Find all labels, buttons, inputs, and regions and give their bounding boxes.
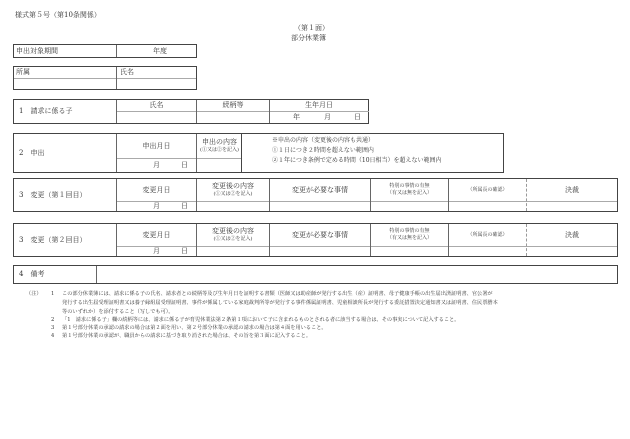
footnote-1-line-1: この部分休業簿には、請求に係る子の氏名、請求者との続柄等及び生年月日を証明する書類（医師又は助産師が発行する出生（産）証明書、母子健康手帳の出生届出済証明書、官公署が	[62, 291, 493, 297]
request-date-header: 申出月日	[142, 141, 171, 150]
footnote-1-line-2: 発行する出生届受理証明書又は養子縁組届受理証明書、事件が係属している家庭裁判所等が発行する事件係属証明書、児童相談所長が発行する委託措置決定通知書又は証明書、住民票謄本	[62, 300, 498, 306]
change2-confirm-header: （所属長の確認）	[467, 231, 508, 238]
footnote-prefix: （注）	[26, 291, 42, 297]
change2-decision-header: 決裁	[565, 230, 579, 239]
footnote-4-line-1: 第１号部分休業の承認が、職員からの請求に基づき取り消された場合は、その旨を第３面に記入すること。	[62, 333, 312, 339]
child-name-header: 氏名	[149, 101, 164, 109]
change2-special-header	[371, 224, 448, 246]
change1-label: 3 変更（第１回目）	[19, 190, 87, 199]
footnote-4-num: 4	[51, 333, 55, 339]
change2-special-sub: （有又は無を記入）	[386, 235, 432, 241]
change2-content-field[interactable]	[197, 247, 269, 256]
form-number: 様式第５号（第10条関係）	[15, 11, 101, 19]
remarks-label: 4 備考	[19, 270, 45, 278]
change2-confirm-field[interactable]	[449, 247, 526, 256]
change1-content-title: 変更後の内容	[212, 182, 254, 190]
change1-content-sub: (①又は②を記入)	[213, 191, 253, 197]
affiliation-table	[13, 66, 197, 90]
change1-date-header: 変更月日	[142, 185, 171, 194]
change1-content-field[interactable]	[197, 202, 269, 211]
change1-content-header	[197, 179, 269, 201]
affiliation-field[interactable]	[14, 79, 116, 89]
section2-request-table	[13, 133, 242, 173]
change2-label: 3 変更（第２回目）	[19, 235, 87, 244]
month-unit: 月	[153, 247, 160, 255]
change1-reason-header: 変更が必要な事情	[292, 185, 348, 194]
day-unit: 日	[181, 161, 188, 169]
affiliation-label: 所属	[16, 68, 30, 76]
footnote-3-num: 3	[51, 325, 55, 331]
footnote-1-num: 1	[51, 291, 55, 297]
note-option-2: ②１年につき条例で定める時間（10日相当）を超えない範囲内	[272, 157, 442, 164]
change1-confirm-header: （所属長の確認）	[467, 186, 508, 193]
section1-label: 1 請求に係る子	[19, 107, 73, 115]
change1-special-field[interactable]	[371, 202, 448, 211]
footnote-1-line-3: 等のいずれか）を添付すること（写しでも可）。	[62, 309, 174, 315]
footnote-2-line-1: 「1 請求に係る子」欄の続柄等には、請求に係る子が育児休業法第２条第１項において子に含まれるものとされる者に該当する場合は、その事実について記入すること。	[62, 317, 460, 323]
section3-change2-table	[13, 223, 618, 257]
page-label: （第１面）	[294, 24, 329, 32]
page-title: 部分休業簿	[291, 34, 326, 42]
period-label: 申出対象期間	[16, 46, 58, 55]
request-content-header	[197, 134, 242, 158]
change1-confirm-field[interactable]	[449, 202, 526, 211]
day-unit: 日	[181, 247, 188, 255]
birthdate-header: 生年月日	[305, 101, 333, 109]
change1-decision-header: 決裁	[565, 185, 579, 194]
change1-decision-field[interactable]	[527, 202, 617, 211]
period-table	[13, 44, 197, 58]
section2-label: 2 申出	[19, 148, 45, 157]
change2-date-header: 変更月日	[142, 230, 171, 239]
change2-date-field[interactable]	[117, 247, 196, 256]
change2-content-sub: (①又は②を記入)	[213, 236, 253, 242]
note-heading: ※申出の内容（変更後の内容も共通）	[272, 137, 375, 144]
change1-reason-field[interactable]	[270, 202, 370, 211]
section3-change1-table	[13, 178, 618, 212]
change2-special-field[interactable]	[371, 247, 448, 256]
relationship-field[interactable]	[197, 112, 269, 123]
request-date-field[interactable]	[117, 159, 196, 172]
month-unit: 月	[153, 161, 160, 169]
name-label: 氏名	[120, 68, 134, 76]
change2-reason-header: 変更が必要な事情	[292, 230, 348, 239]
change2-decision-field[interactable]	[527, 247, 617, 256]
name-field[interactable]	[117, 79, 196, 89]
footnote-2-num: 2	[51, 317, 55, 323]
change2-content-title: 変更後の内容	[212, 227, 254, 235]
request-content-title: 申出の内容	[202, 138, 237, 146]
footnote-3-line-1: 第１号部分休業の承認の請求の場合は第２面を用い、第２号部分休業の承認の請求の場合は第４面を用いること。	[62, 325, 327, 331]
month-unit: 月	[153, 202, 160, 210]
request-content-note-box	[241, 133, 504, 173]
change1-special-header	[371, 179, 448, 201]
change2-content-header	[197, 224, 269, 246]
day-unit: 日	[181, 202, 188, 210]
change2-special-title: 特別の事情の有無	[389, 228, 430, 234]
day-unit: 日	[354, 113, 361, 121]
birthdate-field[interactable]	[270, 112, 368, 123]
section1-child-table	[13, 99, 369, 124]
child-name-field[interactable]	[117, 112, 196, 123]
request-content-field[interactable]	[197, 159, 242, 172]
remarks-field[interactable]	[97, 266, 617, 283]
request-content-sub: (①又は②を記入)	[200, 147, 239, 153]
change1-special-sub: （有又は無を記入）	[386, 190, 432, 196]
month-unit: 月	[324, 113, 331, 121]
change1-special-title: 特別の事情の有無	[389, 183, 430, 189]
change2-reason-field[interactable]	[270, 247, 370, 256]
year-unit: 年	[293, 113, 300, 121]
change1-date-field[interactable]	[117, 202, 196, 211]
section4-remarks-table	[13, 265, 618, 284]
note-option-1: ①１日につき２時間を超えない範囲内	[272, 147, 374, 154]
relationship-header: 続柄等	[222, 101, 244, 109]
period-year-field[interactable]: 年度	[153, 46, 167, 55]
